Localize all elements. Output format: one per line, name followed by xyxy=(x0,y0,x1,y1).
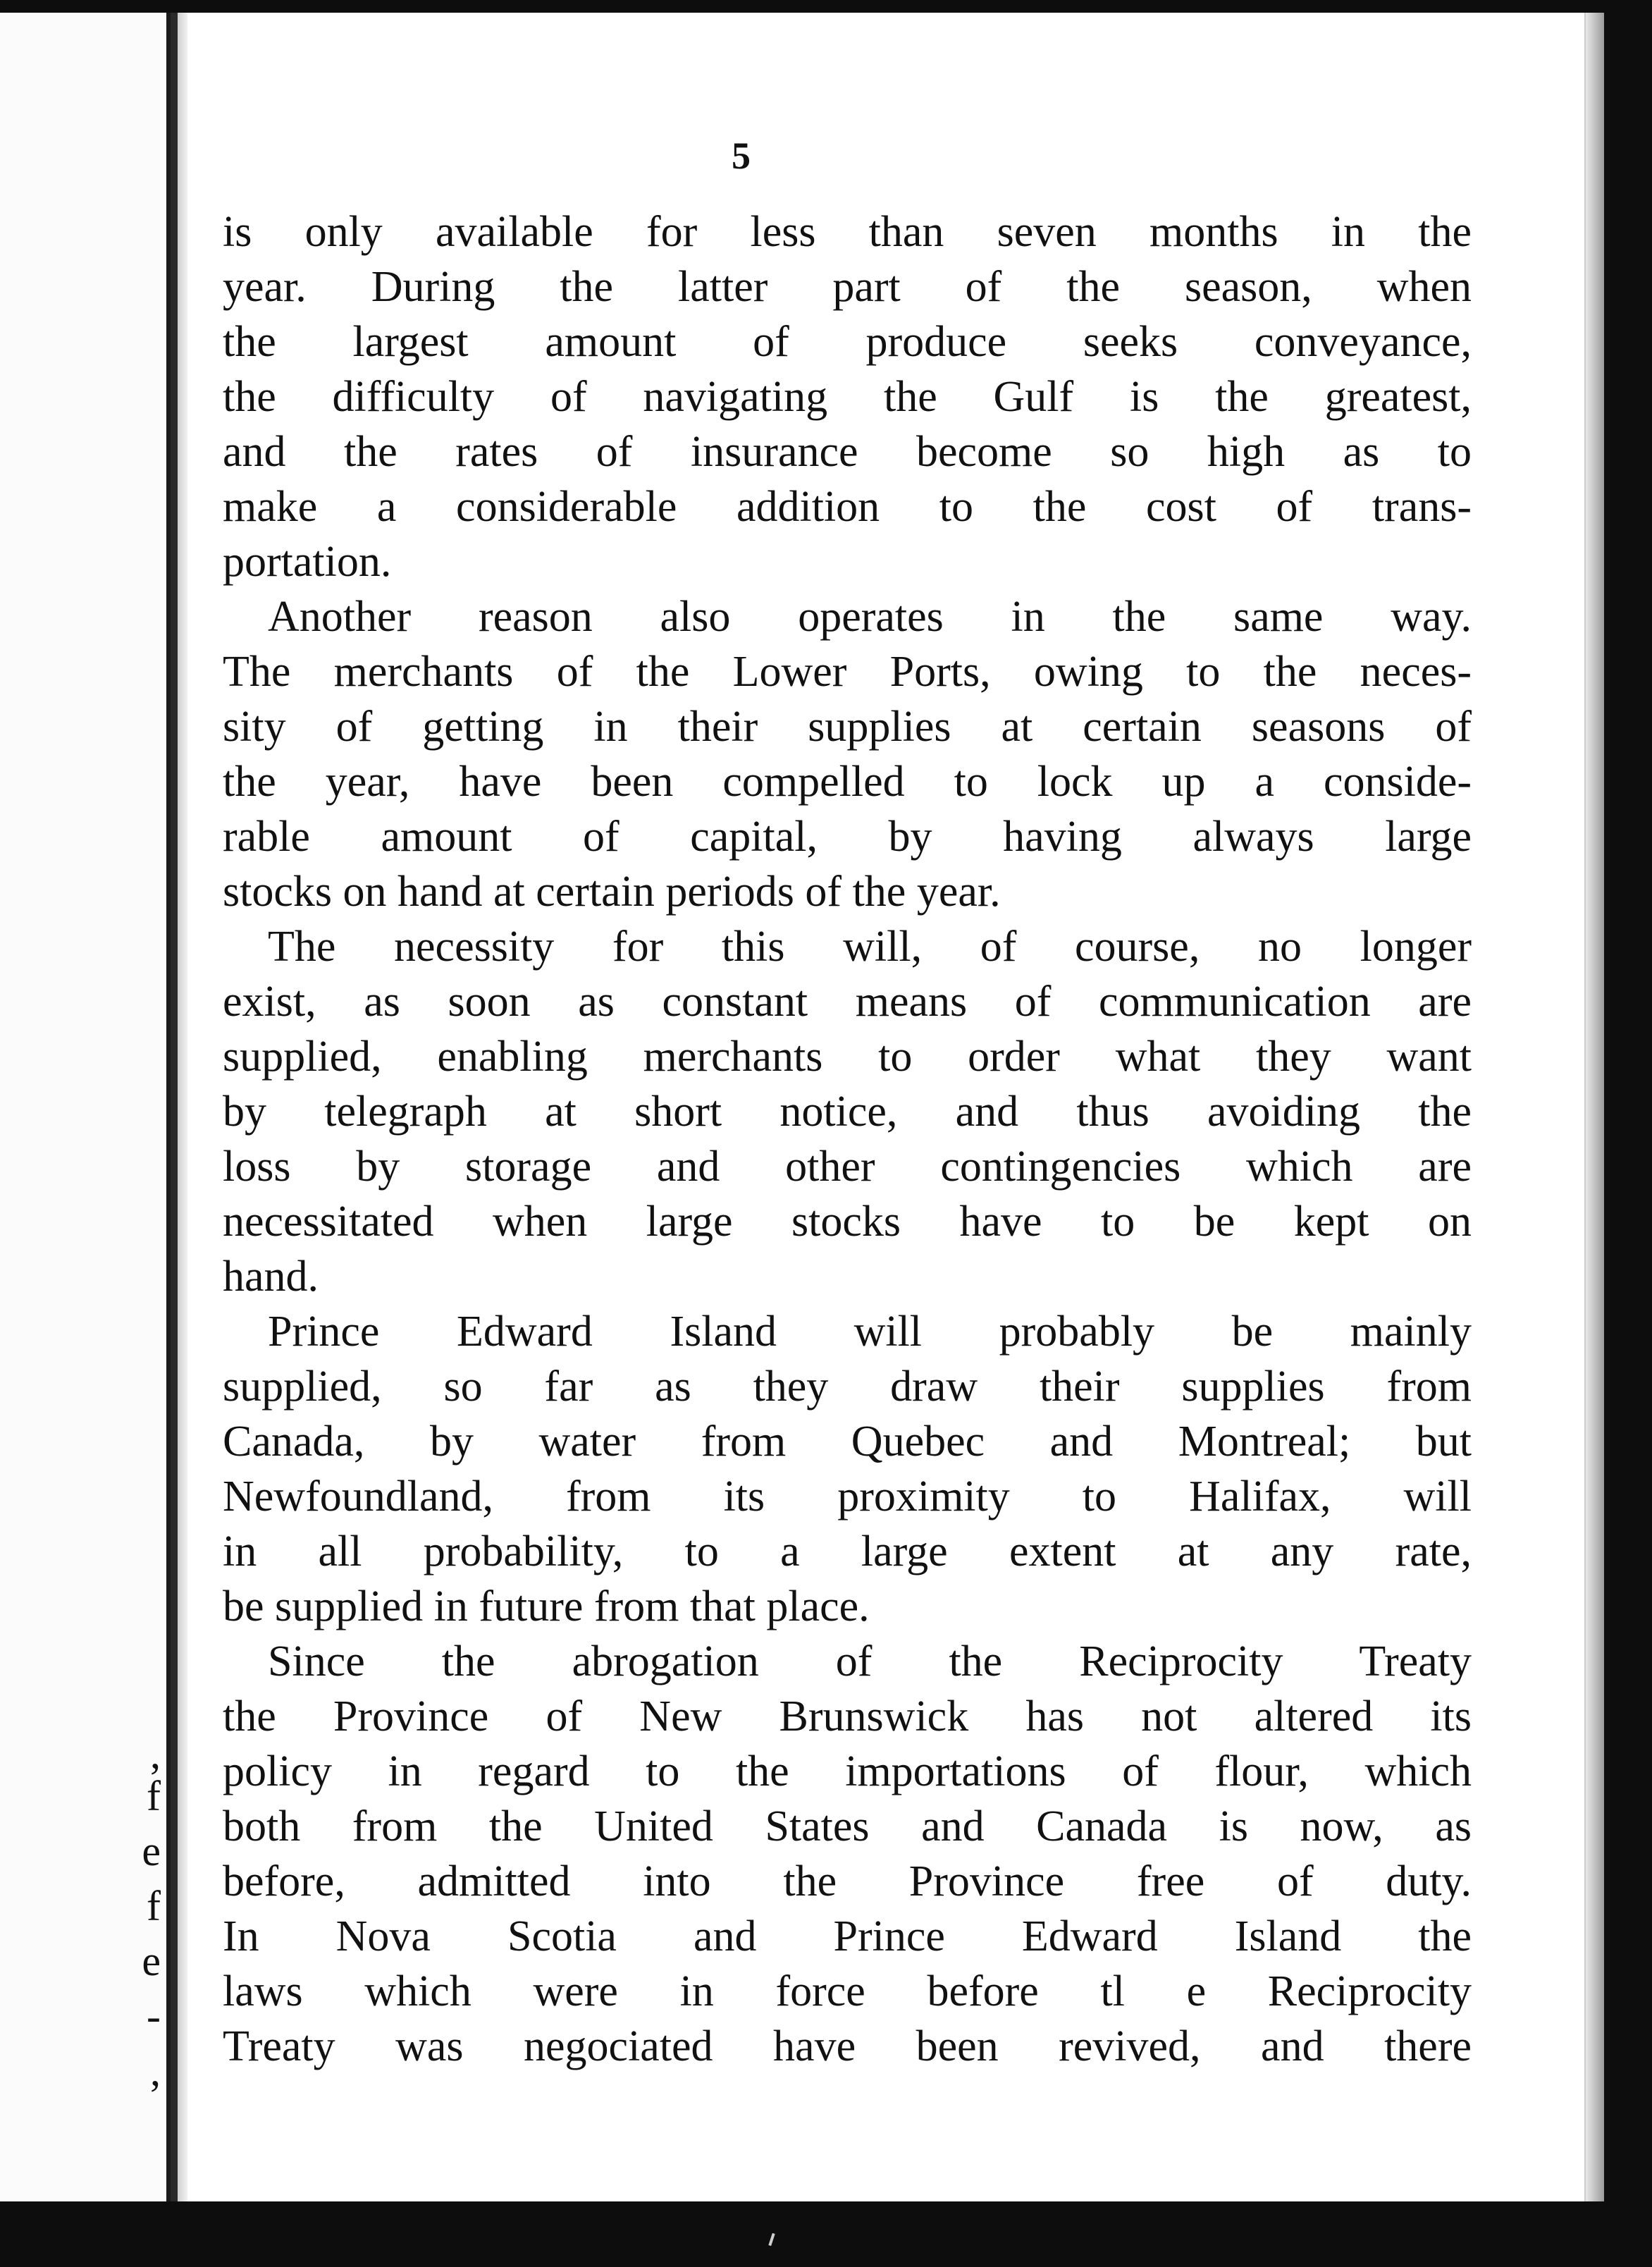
page-edge xyxy=(1584,13,1604,2201)
page-gutter xyxy=(171,13,187,2201)
text-line: exist, as soon as constant means of communication are xyxy=(223,978,1472,1026)
text-line: year. During the latter part of the season, when xyxy=(223,263,1472,311)
text-line: The merchants of the Lower Ports, owing to the neces- xyxy=(223,648,1472,696)
text-line: portation. xyxy=(223,538,392,586)
text-line: policy in regard to the importations of flour, which xyxy=(223,1747,1472,1795)
text-line: Since the abrogation of the Reciprocity Treaty xyxy=(268,1638,1472,1685)
text-line: be supplied in future from that place. xyxy=(223,1583,870,1630)
text-line: rable amount of capital, by having always large xyxy=(223,813,1472,861)
text-line: the difficulty of navigating the Gulf is the greatest, xyxy=(223,373,1472,421)
text-line: sity of getting in their supplies at certain seasons of xyxy=(223,703,1472,751)
facing-page-fragment: f xyxy=(147,1773,161,1819)
text-line: both from the United States and Canada is now, as xyxy=(223,1802,1472,1850)
text-line: Canada, by water from Quebec and Montreal; but xyxy=(223,1418,1472,1466)
facing-page-fragment: e xyxy=(142,1938,161,1984)
text-line: Newfoundland, from its proximity to Halifax, will xyxy=(223,1473,1472,1520)
text-line: laws which were in force before tl e Reciprocity xyxy=(223,1967,1472,2015)
paragraph xyxy=(223,919,1472,1304)
body-text xyxy=(223,204,1472,2074)
gutter-shadow xyxy=(171,13,178,2201)
paragraph xyxy=(223,1634,1472,2074)
text-line: hand. xyxy=(223,1253,319,1301)
text-line: make a considerable addition to the cost of trans- xyxy=(223,483,1472,531)
text-line: the year, have been compelled to lock up a conside- xyxy=(223,758,1472,806)
text-line: and the rates of insurance become so high as to xyxy=(223,428,1472,476)
facing-page-fragment: , xyxy=(150,1731,161,1777)
text-line: the Province of New Brunswick has not altered its xyxy=(223,1692,1472,1740)
facing-page-fragment: e xyxy=(142,1828,161,1874)
text-line: the largest amount of produce seeks conveyance, xyxy=(223,318,1472,366)
text-line: Treaty was negociated have been revived, and there xyxy=(223,2022,1472,2070)
text-line: before, admitted into the Province free of duty. xyxy=(223,1857,1472,1905)
text-line: in all probability, to a large extent at any rate, xyxy=(223,1528,1472,1575)
page-number: 5 xyxy=(732,135,751,177)
facing-page-fragment: , xyxy=(150,2048,161,2094)
paragraph xyxy=(223,1304,1472,1634)
text-line: supplied, enabling merchants to order what they want xyxy=(223,1033,1472,1081)
text-line: is only available for less than seven months in the xyxy=(223,208,1472,256)
facing-page-fragment: - xyxy=(147,1993,161,2039)
text-line: necessitated when large stocks have to be kept on xyxy=(223,1198,1472,1246)
facing-page-fragment: f xyxy=(147,1883,161,1929)
facing-page xyxy=(0,13,171,2201)
text-line: Another reason also operates in the same way. xyxy=(268,593,1472,641)
text-line: stocks on hand at certain periods of the year. xyxy=(223,868,1001,916)
text-line: Prince Edward Island will probably be mainly xyxy=(268,1308,1472,1356)
text-line: by telegraph at short notice, and thus avoiding the xyxy=(223,1088,1472,1136)
text-line: loss by storage and other contingencies which are xyxy=(223,1143,1472,1191)
paragraph xyxy=(223,204,1472,589)
text-line: The necessity for this will, of course, no longer xyxy=(268,923,1472,971)
text-line: supplied, so far as they draw their supplies from xyxy=(223,1363,1472,1411)
paragraph xyxy=(223,589,1472,919)
text-line: In Nova Scotia and Prince Edward Island the xyxy=(223,1912,1472,1960)
